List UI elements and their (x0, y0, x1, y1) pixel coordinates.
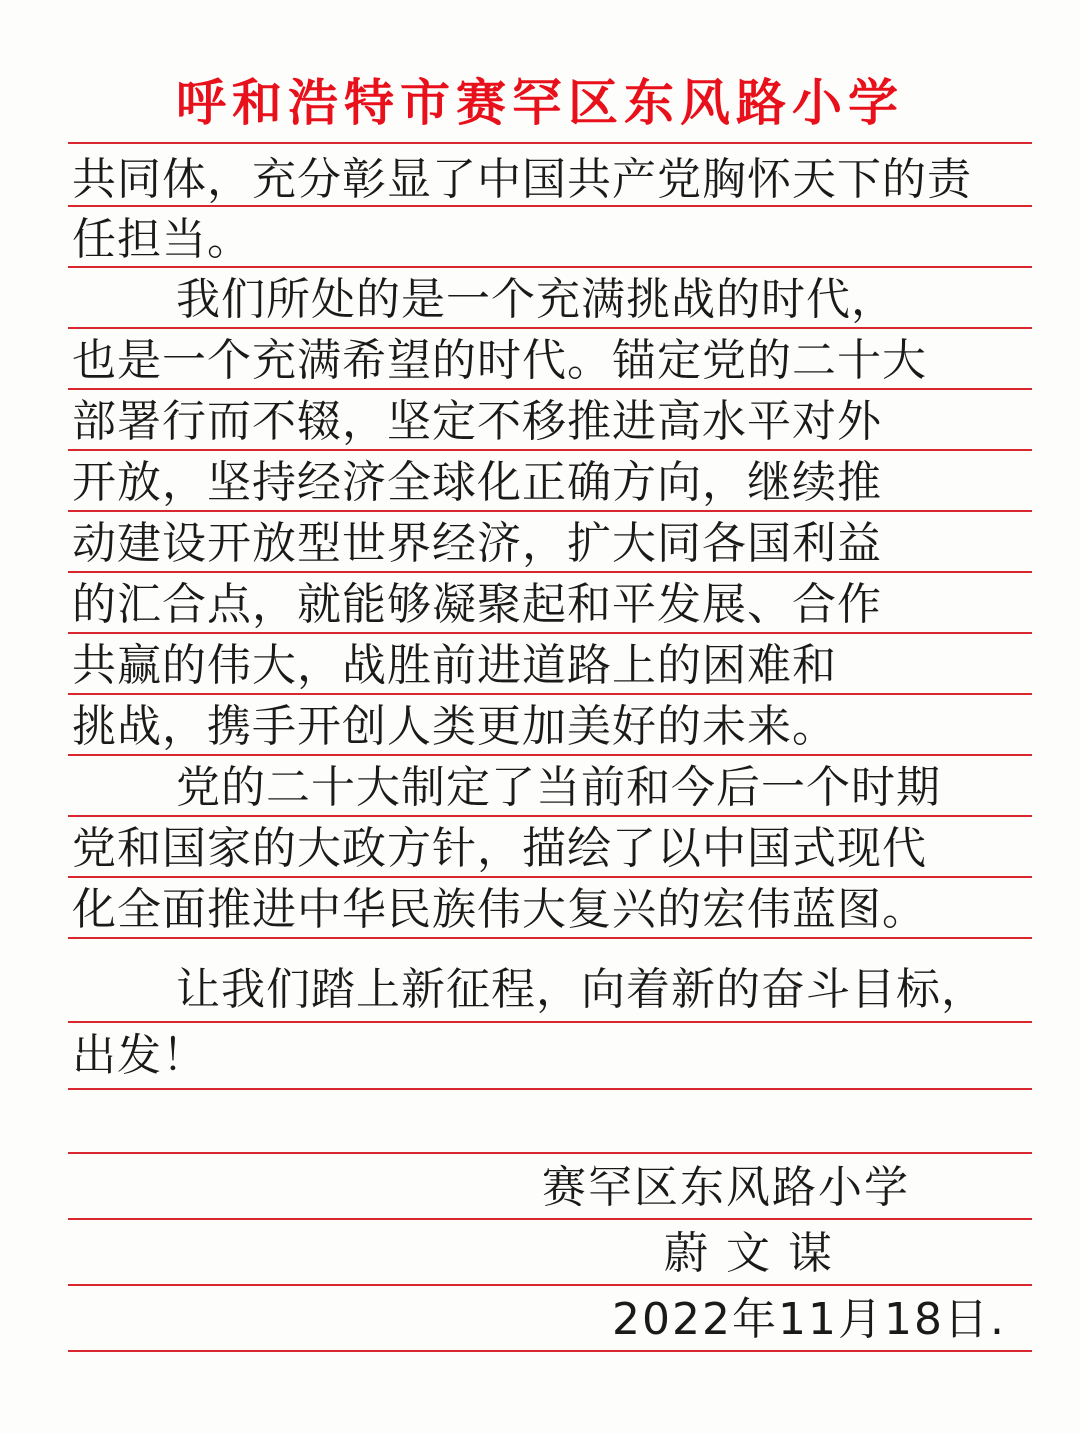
body-line: 化全面推进中华民族伟大复兴的宏伟蓝图。 (72, 884, 927, 935)
body-line: 的汇合点，就能够凝聚起和平发展、合作 (72, 579, 882, 630)
body-line: 出发！ (72, 1030, 207, 1081)
body-line: 党和国家的大政方针，描绘了以中国式现代 (72, 823, 927, 874)
body-line: 也是一个充满希望的时代。锚定党的二十大 (72, 335, 927, 386)
signature-date: 2022年11月18日. (612, 1294, 1006, 1345)
body-line: 共赢的伟大，战胜前进道路上的困难和 (72, 640, 837, 691)
ruled-line (68, 1350, 1032, 1352)
ruled-line (68, 1218, 1032, 1220)
body-line: 我们所处的是一个充满挑战的时代， (176, 274, 896, 325)
body-line: 共同体，充分彰显了中国共产党胸怀天下的责 (72, 154, 972, 205)
ruled-line (68, 1088, 1032, 1090)
body-line: 挑战，携手开创人类更加美好的未来。 (72, 701, 837, 752)
ruled-line (68, 142, 1032, 144)
body-line: 党的二十大制定了当前和今后一个时期 (176, 762, 941, 813)
ruled-line (68, 1284, 1032, 1286)
letterhead-title: 呼和浩特市赛罕区东风路小学 (176, 73, 904, 132)
body-line: 动建设开放型世界经济，扩大同各国利益 (72, 518, 882, 569)
body-line: 部署行而不辍，坚定不移推进高水平对外 (72, 396, 882, 447)
ruled-line (68, 1021, 1032, 1023)
signature-author: 蔚文谋 (664, 1228, 850, 1279)
ruled-line (68, 1152, 1032, 1154)
body-line: 让我们踏上新征程，向着新的奋斗目标， (176, 964, 986, 1015)
signature-school: 赛罕区东风路小学 (542, 1162, 910, 1213)
body-line: 开放，坚持经济全球化正确方向，继续推 (72, 457, 882, 508)
body-line: 任担当。 (72, 214, 252, 265)
